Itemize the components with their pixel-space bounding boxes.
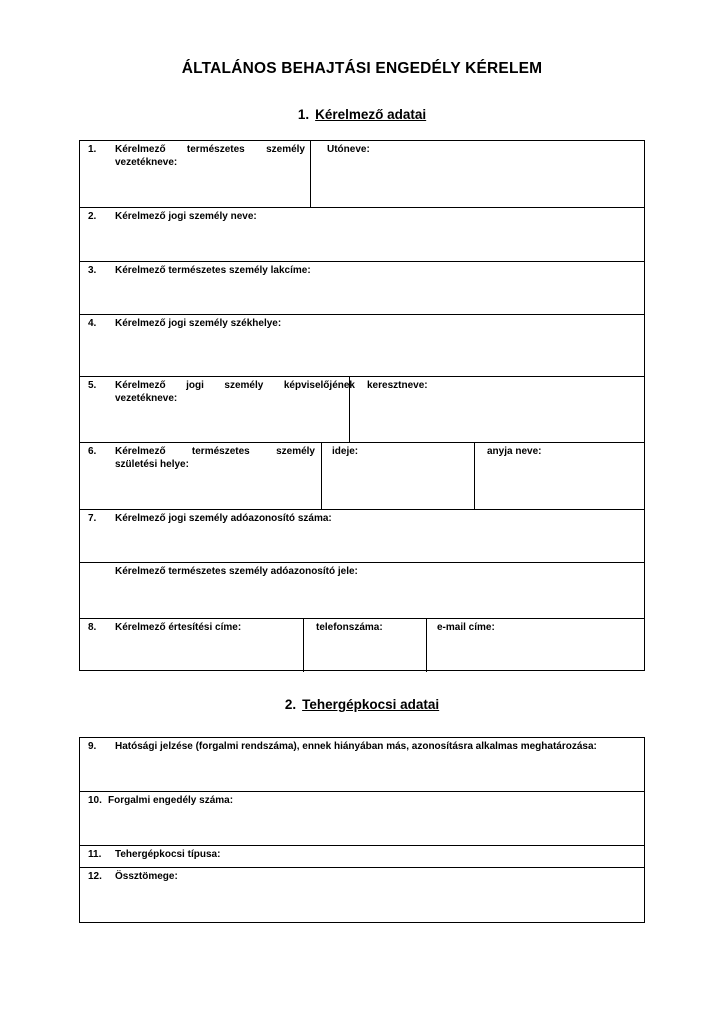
row-number: 11.	[88, 849, 102, 860]
section-2-number: 2.	[284, 697, 297, 712]
row-9-registration	[80, 738, 644, 791]
surname-field-label: Kérelmező természetes személy vezetékneve:	[115, 144, 305, 168]
column-divider	[349, 377, 350, 442]
personal-tax-id-label: Kérelmező természetes személy adóazonosító jele:	[115, 566, 358, 577]
truck-type-label: Tehergépkocsi típusa:	[115, 849, 221, 860]
row-11-type	[80, 845, 644, 867]
firstname-field-label: Utóneve:	[327, 144, 370, 155]
section-2-heading	[0, 697, 724, 712]
column-divider	[474, 443, 475, 509]
row-number: 1.	[88, 144, 97, 155]
mother-name-label: anyja neve:	[487, 446, 542, 457]
section-1-title: Kérelmező adatai	[315, 107, 427, 122]
column-divider	[303, 619, 304, 672]
registration-plate-label: Hatósági jelzése (forgalmi rendszáma), ennek hiányában más, azonosításra alkalmas meghatározása:	[115, 741, 597, 752]
legal-entity-name-label: Kérelmező jogi személy neve:	[115, 211, 257, 222]
row-number: 7.	[88, 513, 97, 524]
row-7b-tax-id	[80, 562, 644, 618]
legal-tax-number-label: Kérelmező jogi személy adóazonosító száma:	[115, 513, 332, 524]
row-number: 9.	[88, 741, 97, 752]
residence-address-label: Kérelmező természetes személy lakcíme:	[115, 265, 311, 276]
representative-firstname-label: keresztneve:	[367, 380, 428, 391]
row-5-representative	[80, 376, 644, 442]
row-3-address	[80, 261, 644, 314]
birthplace-label: Kérelmező természetes személy születési helye:	[115, 446, 315, 470]
row-number: 4.	[88, 318, 97, 329]
row-number: 12.	[88, 871, 102, 882]
row-1-name	[80, 141, 644, 207]
row-2-legal-name	[80, 207, 644, 261]
column-divider	[426, 619, 427, 672]
row-8-contact	[80, 618, 644, 672]
registered-seat-label: Kérelmező jogi személy székhelye:	[115, 318, 282, 329]
row-number: 3.	[88, 265, 97, 276]
document-title: ÁLTALÁNOS BEHAJTÁSI ENGEDÉLY KÉRELEM	[181, 60, 543, 77]
row-number: 2.	[88, 211, 97, 222]
row-6-birth	[80, 442, 644, 509]
applicant-data-table	[79, 140, 645, 671]
notification-address-label: Kérelmező értesítési címe:	[115, 622, 242, 633]
section-1-number: 1.	[297, 107, 310, 122]
section-1-heading	[0, 107, 724, 122]
birthdate-label: ideje:	[332, 446, 359, 457]
row-10-license	[80, 791, 644, 845]
row-number: 5.	[88, 380, 97, 391]
row-12-weight	[80, 867, 644, 924]
truck-data-table	[79, 737, 645, 923]
row-number: 6.	[88, 446, 97, 457]
total-weight-label: Össztömege:	[115, 871, 178, 882]
row-number: 8.	[88, 622, 97, 633]
vehicle-license-number-label: Forgalmi engedély száma:	[108, 795, 234, 806]
row-number: 10.	[88, 795, 102, 806]
row-7-tax-number	[80, 509, 644, 562]
column-divider	[321, 443, 322, 509]
email-label: e-mail címe:	[437, 622, 495, 633]
section-2-title: Tehergépkocsi adatai	[302, 697, 440, 712]
phone-label: telefonszáma:	[316, 622, 383, 633]
representative-surname-label: Kérelmező jogi személy képviselőjének vezetékneve:	[115, 380, 355, 404]
column-divider	[310, 141, 311, 207]
row-4-seat	[80, 314, 644, 376]
